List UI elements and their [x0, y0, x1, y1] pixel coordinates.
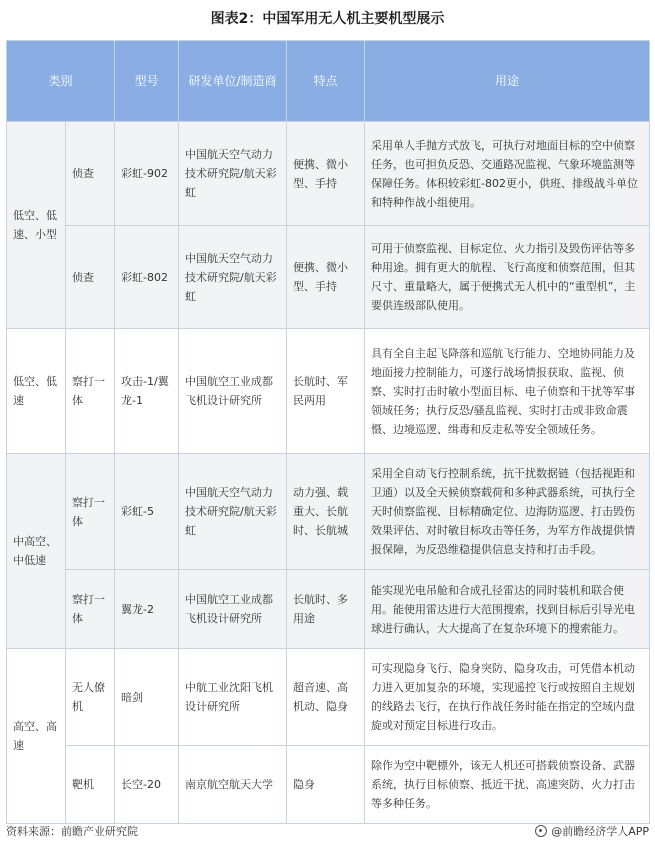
brand-logo-icon: [535, 825, 547, 837]
brand-text: @前瞻经济学人APP: [551, 825, 649, 838]
use-cell: 除作为空中靶標外，该无人机还可搭载侦察设备、武器系统，执行目标侦察、抵近干扰、高速突防、火力打击等多种任务。: [365, 746, 650, 824]
header-model: 型号: [115, 41, 179, 122]
table-row: [7, 226, 650, 329]
header-use: 用途: [365, 41, 650, 122]
table-row: [7, 454, 650, 570]
feature-cell: 便携、微小型、手持: [287, 122, 365, 226]
feature-cell: 便携、微小型、手持: [287, 226, 365, 329]
model-cell: 彩虹-902: [115, 122, 179, 226]
maker-cell: 中国航天空气动力技术研究院/航天彩虹: [179, 122, 287, 226]
table-row: [7, 329, 650, 454]
maker-cell: 中航工业沈阳飞机设计研究所: [179, 649, 287, 746]
header-maker: 研发单位/制造商: [179, 41, 287, 122]
header-feature: 特点: [287, 41, 365, 122]
table-row: [7, 570, 650, 649]
chart-title: 图表2：中国军用无人机主要机型展示: [210, 11, 445, 27]
category-cell: 中高空、中低速: [7, 454, 66, 649]
maker-cell: 中国航天空气动力技术研究院/航天彩虹: [179, 226, 287, 329]
type-cell: 察打一体: [66, 454, 115, 570]
model-cell: 翼龙-2: [115, 570, 179, 649]
model-cell: 攻击-1/翼龙-1: [115, 329, 179, 454]
feature-cell: 长航时、多用途: [287, 570, 365, 649]
uav-table: [6, 40, 650, 824]
type-cell: 察打一体: [66, 329, 115, 454]
table-row: [7, 746, 650, 824]
model-cell: 彩虹-802: [115, 226, 179, 329]
use-cell: 具有全自主起飞降落和巡航飞行能力、空地协同能力及地面接力控制能力，可遂行战场情报获取、监视、侦察、实时打击时敏小型面目标、电子侦察和干扰等军事领域任务；执行反恐/骚乱监视、实时打击或非致命震慑、边境巡逻、缉毒和反走私等安全领域任务。: [365, 329, 650, 454]
use-cell: 可实现隐身飞行、隐身突防、隐身攻击，可凭借本机动力进入更加复杂的环境，实现遥控飞行或按照自主规划的线路去飞行，在执行作战任务时能在指定的空域内盘旋或对预定目标进行攻击。: [365, 649, 650, 746]
type-cell: 靶机: [66, 746, 115, 824]
category-cell: 高空、高速: [7, 649, 66, 824]
model-cell: 彩虹-5: [115, 454, 179, 570]
maker-cell: 中国航空工业成都飞机设计研究所: [179, 570, 287, 649]
type-cell: 侦查: [66, 122, 115, 226]
table-row: [7, 649, 650, 746]
use-cell: 采用全自动飞行控制系统，抗干扰数据链（包括视距和卫通）以及全天候侦察载荷和多种武器系统，可执行全天时侦察监视、目标精确定位、边海防巡逻、打击毁伤效果评估、对时敏目标攻击等任务，为军方作战提供情报保障，为反恐维稳提供信息支持和打击手段。: [365, 454, 650, 570]
use-cell: 采用单人手抛方式放飞，可执行对地面目标的空中侦察任务，也可担负反恐、交通路况监视、气象环境监测等保障任务。体积较彩虹-802更小，供班、排级战斗单位和特种作战小组使用。: [365, 122, 650, 226]
model-cell: 长空-20: [115, 746, 179, 824]
table-row: [7, 122, 650, 226]
type-cell: 无人僚机: [66, 649, 115, 746]
maker-cell: 南京航空航天大学: [179, 746, 287, 824]
header-category: 类别: [7, 41, 115, 122]
maker-cell: 中国航天空气动力技术研究院/航天彩虹: [179, 454, 287, 570]
use-cell: 可用于侦察监视、目标定位、火力指引及毁伤评估等多种用途。拥有更大的航程、飞行高度和侦察范围，但其尺寸、重量略大，属于便携式无人机中的“重型机”，主要供连级部队使用。: [365, 226, 650, 329]
type-cell: 察打一体: [66, 570, 115, 649]
header-row: [7, 41, 650, 122]
maker-cell: 中国航空工业成都飞机设计研究所: [179, 329, 287, 454]
feature-cell: 动力强、载重大、长航时、长航城: [287, 454, 365, 570]
type-cell: 侦查: [66, 226, 115, 329]
category-cell: 低空、低速、小型: [7, 122, 66, 329]
source-note: 资料来源：前瞻产业研究院: [6, 825, 138, 838]
feature-cell: 长航时、军民两用: [287, 329, 365, 454]
feature-cell: 超音速、高机动、隐身: [287, 649, 365, 746]
feature-cell: 隐身: [287, 746, 365, 824]
brand-credit: [535, 823, 649, 839]
model-cell: 暗剑: [115, 649, 179, 746]
use-cell: 能实现光电吊舱和合成孔径雷达的同时装机和联合使用。能使用雷达进行大范围搜索，找到目标后引导光电球进行确认，大大提高了在复杂环境下的搜索能力。: [365, 570, 650, 649]
category-cell: 低空、低速: [7, 329, 66, 454]
